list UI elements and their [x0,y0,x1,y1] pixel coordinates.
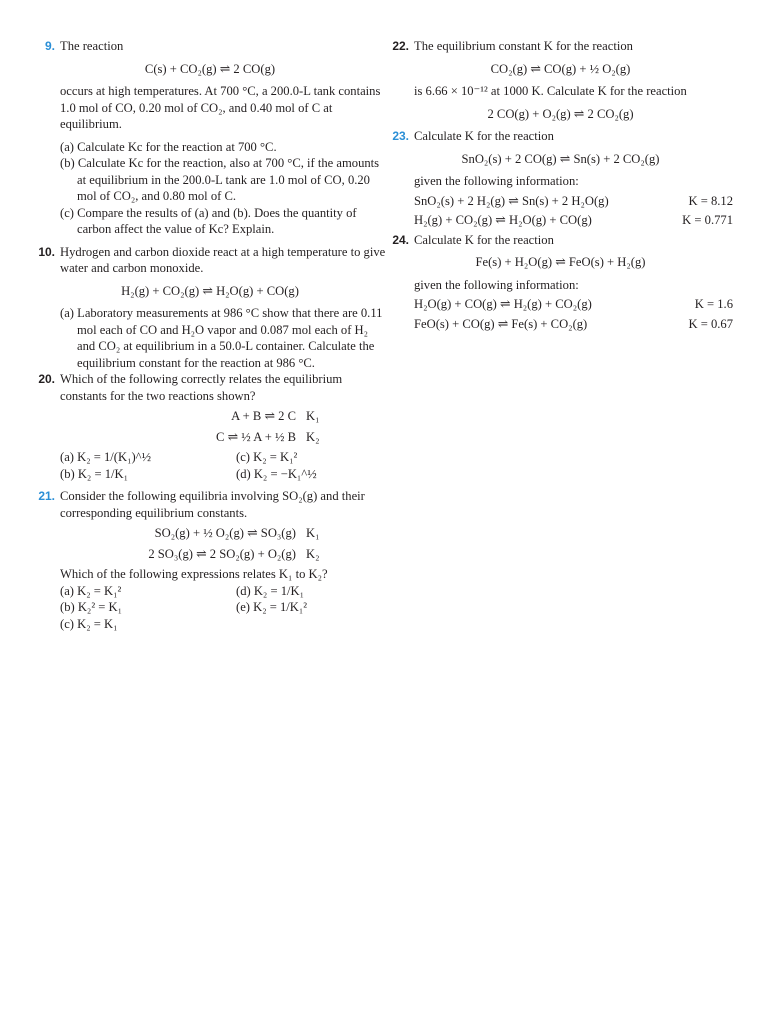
choice-empty [236,616,386,633]
problem-intro: The equilibrium constant K for the reaction [414,39,633,53]
problem-intro: Which of the following correctly relates the equilibrium constants for the two reactions shown? [60,372,343,403]
given-equation-row [388,316,733,333]
problem-number: 10. [38,244,55,259]
problem-number: 9. [44,39,55,53]
reaction-equation: A + B ⇌ 2 C [231,409,296,423]
constant-label: K₁ [306,409,320,423]
given-constant: K = 0.67 [688,316,733,331]
reaction-equation: SnO₂(s) + 2 CO(g) ⇌ Sn(s) + 2 CO₂(g) [461,151,660,166]
problem-20 [34,371,386,482]
reaction-equation: SO₂(g) + ½ O₂(g) ⇌ SO₃(g) [154,526,296,540]
constant-label: K₂ [306,429,320,444]
problem-intro: Hydrogen and carbon dioxide react at a high temperature to give water and carbon monoxide. [60,244,386,275]
reaction-equation: Fe(s) + H₂O(g) ⇌ FeO(s) + H₂(g) [475,255,646,269]
problem-body: is 6.66 × 10⁻¹² at 1000 K. Calculate K for the reaction [414,84,687,98]
equation-row [34,525,386,542]
equation-row [34,429,386,446]
reaction-equation: H₂(g) + CO₂(g) ⇌ H₂O(g) + CO(g) [121,283,299,298]
given-text: given the following information: [414,174,579,188]
problem-intro: The reaction [60,39,124,53]
problem-number: 21. [38,489,55,503]
right-column [388,38,733,335]
problem-24 [388,232,733,333]
given-constant: K = 8.12 [688,193,733,208]
choice-c: (c) K₂ = K₁² [236,450,298,464]
equation-row [34,408,386,425]
choice-d: (d) K₂ = 1/K₁ [236,583,304,598]
left-column [34,38,386,632]
problem-number: 23. [392,129,409,143]
reaction-equation: 2 SO₃(g) ⇌ 2 SO₂(g) + O₂(g) [148,546,296,561]
given-equation-row [388,212,733,229]
problem-22 [388,38,733,122]
given-text: given the following information: [414,277,579,292]
given-equation-row [388,193,733,210]
choice-e: (e) K₂ = 1/K₁² [236,600,308,614]
given-constant: K = 0.771 [682,213,733,227]
problem-10 [34,244,386,372]
part-b: (b) Calculate Kc for the reaction, also at 700 °C, if the amounts at equilibrium in the 200.0-L tank are 1.0 mol of CO, 0.20 mol of CO₂, and 0.80 mol of C. [60,156,380,203]
problem-number: 24. [392,232,409,247]
problem-intro: Calculate K for the reaction [414,232,554,247]
reaction-equation: 2 CO(g) + O₂(g) ⇌ 2 CO₂(g) [487,106,634,121]
choice-b: (b) K₂² = K₁ [60,600,122,614]
given-equation: SnO₂(s) + 2 H₂(g) ⇌ Sn(s) + 2 H₂O(g) [414,193,609,208]
constant-label: K₂ [306,546,320,561]
choice-d: (d) K₂ = −K₁^½ [236,466,317,481]
problem-number: 22. [392,39,409,53]
problem-intro: Calculate K for the reaction [414,129,554,143]
reaction-equation: CO₂(g) ⇌ CO(g) + ½ O₂(g) [490,61,631,76]
reaction-equation: C(s) + CO₂(g) ⇌ 2 CO(g) [144,61,276,76]
question-text: Which of the following expressions relates K₁ to K₂? [60,567,328,581]
choice-b: (b) K₂ = 1/K₁ [60,466,128,481]
problem-intro: Consider the following equilibria involving SO₂(g) and their corresponding equilibrium constants. [60,489,365,520]
given-equation: H₂(g) + CO₂(g) ⇌ H₂O(g) + CO(g) [414,213,592,227]
answer-choices [60,449,386,482]
problem-number: 20. [38,372,55,386]
part-a: (a) Laboratory measurements at 986 °C show that there are 0.11 mol each of CO and H₂O vapor and 0.087 mol each of H₂ and CO₂ at equilibrium in a 50.0-L container. Calculate the equilibrium constant for the reaction at 986 °C. [60,306,383,370]
problem-9 [34,38,386,238]
part-a: (a) Calculate Kc for the reaction at 700 °C. [60,139,277,154]
given-equation: H₂O(g) + CO(g) ⇌ H₂(g) + CO₂(g) [414,297,592,311]
equation-row [34,546,386,563]
problem-21 [34,488,386,632]
choice-a: (a) K₂ = K₁² [60,583,122,598]
part-c: (c) Compare the results of (a) and (b). Does the quantity of carbon affect the value of Kc? Explain. [60,205,357,236]
reaction-equation: C ⇌ ½ A + ½ B [216,429,296,444]
given-equation: FeO(s) + CO(g) ⇌ Fe(s) + CO₂(g) [414,316,588,331]
given-equation-row [388,296,733,313]
given-constant: K = 1.6 [694,297,733,311]
problem-body: occurs at high temperatures. At 700 °C, a 200.0-L tank contains 1.0 mol of CO, 0.20 mol of CO₂, and 0.40 mol of C at equilibrium. [60,84,381,131]
problem-23 [388,128,733,229]
choice-c: (c) K₂ = K₁ [60,616,118,631]
constant-label: K₁ [306,526,320,540]
answer-choices [60,583,386,633]
choice-a: (a) K₂ = 1/(K₁)^½ [60,450,152,464]
